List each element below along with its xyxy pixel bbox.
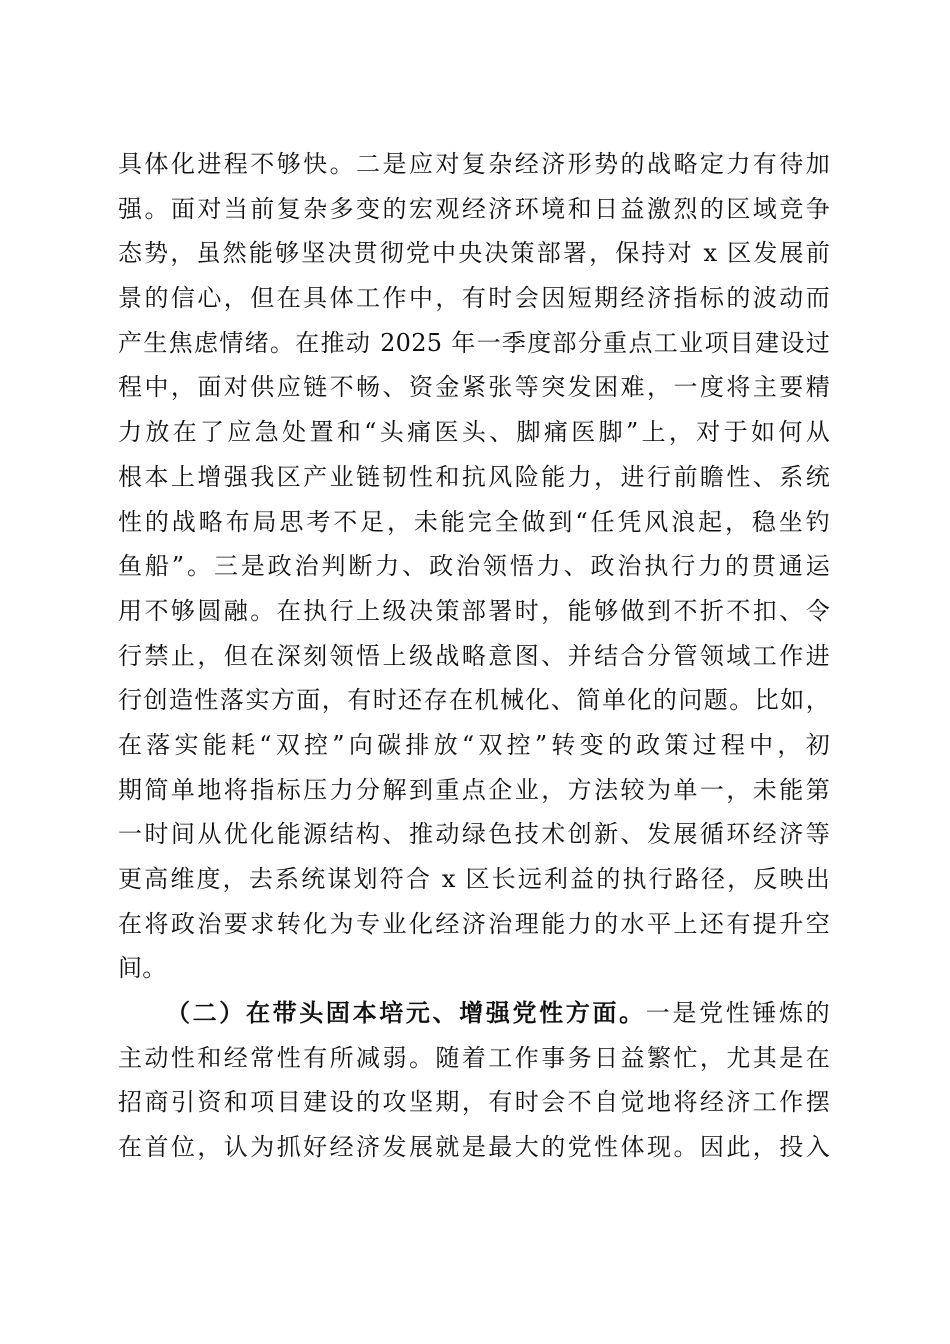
- text-line: 具体化进程不够快。二是应对复杂经济形势的战略定力有待加: [118, 150, 830, 178]
- section-first-line: [118, 991, 830, 1036]
- text-line: 更高维度，去系统谋划符合 x 区长远利益的执行路径，反映出: [118, 865, 830, 893]
- text-line: 在首位，认为抓好经济发展就是最大的党性体现。因此，投入: [118, 1133, 830, 1162]
- text-line: 性的战略布局思考不足，未能完全做到“任凭风浪起，稳坐钓: [118, 507, 830, 536]
- text-line: 间。: [118, 954, 167, 983]
- text-line: 态势，虽然能够坚决贯彻党中央决策部署，保持对 x 区发展前: [118, 239, 830, 268]
- text-line: 程中，面对供应链不畅、资金紧张等突发困难，一度将主要精: [118, 373, 830, 402]
- text-line: 力放在了应急处置和“头痛医头、脚痛医脚”上，对于如何从: [118, 418, 830, 447]
- text-line: 期简单地将指标压力分解到重点企业，方法较为单一，未能第: [118, 775, 830, 804]
- text-line: 一时间从优化能源结构、推动绿色技术创新、发展循环经济等: [118, 820, 830, 849]
- section-heading: （二）在带头固本培元、增强党性方面。: [166, 998, 646, 1027]
- text-line: 用不够圆融。在执行上级决策部署时，能够做到不折不扣、令: [118, 596, 830, 625]
- text-line: 行创造性落实方面，有时还存在机械化、简单化的问题。比如，: [118, 686, 830, 715]
- text-line: 强。面对当前复杂多变的宏观经济环境和日益激烈的区域竞争: [118, 194, 830, 223]
- section-paragraph: [118, 991, 830, 1170]
- text-line: 根本上增强我区产业链韧性和抗风险能力，进行前瞻性、系统: [118, 462, 830, 491]
- text-line: 招商引资和项目建设的攻坚期，有时会不自觉地将经济工作摆: [118, 1088, 830, 1117]
- body-paragraph: [118, 142, 830, 991]
- text-line: 主动性和经常性有所减弱。随着工作事务日益繁忙，尤其是在: [118, 1043, 830, 1072]
- text-line: 行禁止，但在深刻领悟上级战略意图、并结合分管领域工作进: [118, 641, 830, 670]
- text-line: 鱼船”。三是政治判断力、政治领悟力、政治执行力的贯通运: [118, 552, 830, 581]
- text-line: 景的信心，但在具体工作中，有时会因短期经济指标的波动而: [118, 284, 830, 313]
- text-line: 产生焦虑情绪。在推动 2025 年一季度部分重点工业项目建设过: [118, 328, 830, 357]
- section-heading-continuation: 一是党性锤炼的: [645, 999, 830, 1027]
- text-line: 在将政治要求转化为专业化经济治理能力的水平上还有提升空: [118, 909, 830, 938]
- text-line: 在落实能耗“双控”向碳排放“双控”转变的政策过程中，初: [118, 730, 830, 759]
